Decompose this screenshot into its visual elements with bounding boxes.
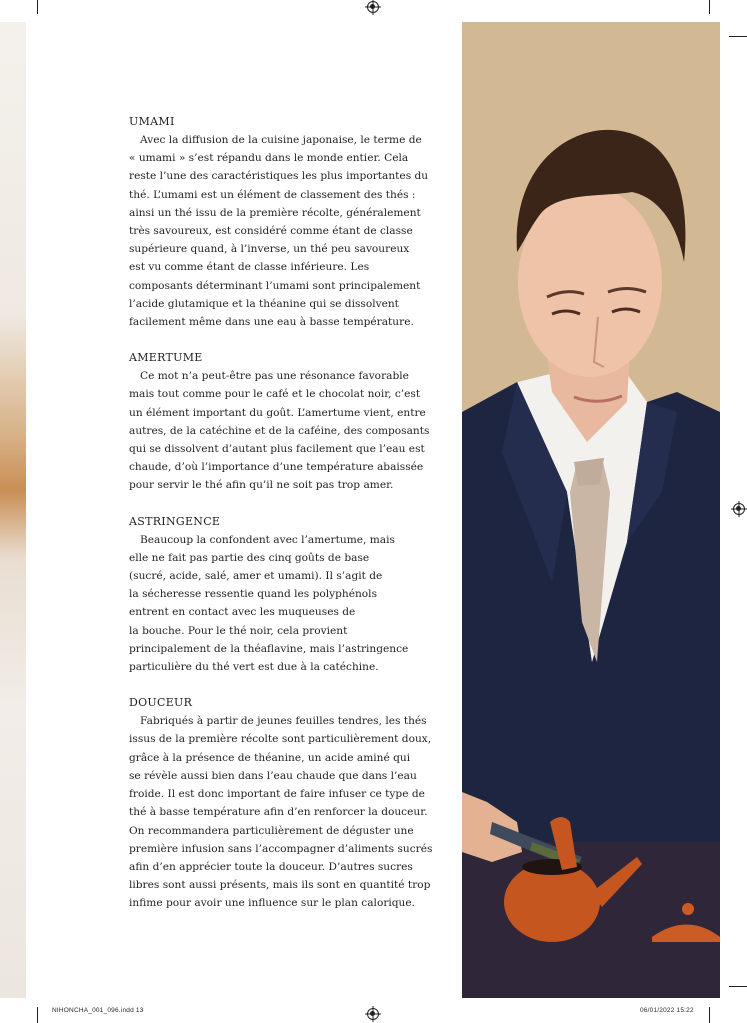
crop-mark-bottom-left xyxy=(37,1007,38,1023)
section-heading: AMERTUME xyxy=(129,351,203,365)
text-line: facilement même dans une eau à basse température. xyxy=(129,316,414,329)
text-line: Avec la diffusion de la cuisine japonaise, le terme de xyxy=(140,134,422,146)
text-line: la sécheresse ressentie quand les polyphénols xyxy=(129,588,378,601)
section-astringence xyxy=(129,513,427,677)
section-paragraph xyxy=(129,531,427,677)
section-douceur xyxy=(129,694,433,912)
text-line: est vu comme étant de classe inférieure. Les xyxy=(129,261,370,274)
text-line: grâce à la présence de théanine, un acide aminé qui xyxy=(129,751,411,764)
text-line: pour servir le thé afin qu’il ne soit pas trop amer. xyxy=(129,479,394,492)
text-line: la bouche. Pour le thé noir, cela provient xyxy=(129,624,348,637)
text-line: première infusion sans l’accompagner d’aliments sucrés xyxy=(129,842,433,855)
section-heading: UMAMI xyxy=(129,115,175,128)
registration-mark-right xyxy=(733,503,745,515)
crop-mark-bottom-right-h xyxy=(729,986,747,987)
text-line: (sucré, acide, salé, amer et umami). Il s’agit de xyxy=(129,570,383,583)
section-paragraph xyxy=(129,367,430,494)
text-line: très savoureux, est considéré comme étant de classe xyxy=(129,225,413,238)
text-line: issus de la première récolte sont particulièrement doux, xyxy=(129,733,432,746)
text-line: thé à basse température afin d’en renforcer la douceur. xyxy=(129,806,428,819)
text-line: se révèle aussi bien dans l’eau chaude que dans l’eau xyxy=(129,769,417,782)
section-paragraph xyxy=(129,131,427,331)
text-line: On recommandera particulièrement de déguster une xyxy=(129,824,414,837)
text-line: ainsi un thé issu de la première récolte, généralement xyxy=(129,206,421,219)
text-line: composants déterminant l’umami sont principalement xyxy=(129,279,421,292)
text-line: chaude, d’où l’importance d’une température abaissée xyxy=(129,461,424,474)
tea-master-illustration xyxy=(462,22,720,998)
text-line: particulière du thé vert est due à la catéchine. xyxy=(129,661,379,674)
text-line: « umami » s’est répandu dans le monde entier. Cela xyxy=(129,152,409,165)
section-amertume xyxy=(129,349,430,494)
text-line: froide. Il est donc important de faire infuser ce type de xyxy=(129,788,425,801)
text-line: entrent en contact avec les muqueuses de xyxy=(129,606,356,619)
article-text-column xyxy=(129,113,433,931)
crop-mark-top-right xyxy=(709,0,710,14)
registration-mark-bottom xyxy=(367,1008,379,1020)
tea-master-photo xyxy=(462,22,720,998)
section-heading: DOUCEUR xyxy=(129,696,193,710)
text-line: Fabriqués à partir de jeunes feuilles tendres, les thés xyxy=(140,715,427,728)
text-line: Beaucoup la confondent avec l’amertume, mais xyxy=(140,533,395,546)
crop-mark-top-right-h xyxy=(729,36,747,37)
text-line: un élément important du goût. L’amertume vient, entre xyxy=(129,406,426,419)
text-line: mais tout comme pour le café et le chocolat noir, c’est xyxy=(129,388,421,401)
text-line: reste l’une des caractéristiques les plus importantes du xyxy=(129,170,429,183)
text-line: thé. L’umami est un élément de classement des thés : xyxy=(129,188,416,201)
crop-mark-bottom-right xyxy=(709,1007,710,1023)
text-line: libres sont aussi présents, mais ils sont en quantité trop xyxy=(129,879,431,892)
text-line: elle ne fait pas partie des cinq goûts de base xyxy=(129,551,370,564)
slug-filename: NIHONCHA_001_096.indd 13 xyxy=(52,1007,144,1014)
text-line: infime pour avoir une influence sur le plan calorique. xyxy=(129,897,416,910)
text-line: qui se dissolvent d’autant plus facilement que l’eau est xyxy=(129,443,425,456)
section-umami xyxy=(129,113,427,331)
text-line: autres, de la catéchine et de la caféine, des composants xyxy=(129,424,430,437)
section-heading: ASTRINGENCE xyxy=(129,514,221,528)
registration-mark-top xyxy=(367,1,379,13)
text-line: Ce mot n’a peut-être pas une résonance favorable xyxy=(140,370,409,383)
section-paragraph xyxy=(129,712,433,912)
slug-date: 06/01/2022 15:22 xyxy=(640,1007,694,1014)
adjacent-page-photo-strip xyxy=(0,22,26,998)
text-line: principalement de la théaflavine, mais l’astringence xyxy=(129,642,409,655)
crop-mark-top-left xyxy=(37,0,38,14)
text-line: supérieure quand, à l’inverse, un thé peu savoureux xyxy=(129,243,410,256)
text-line: afin d’en apprécier toute la douceur. D’autres sucres xyxy=(129,860,413,873)
text-line: l’acide glutamique et la théanine qui se dissolvent xyxy=(129,297,399,310)
